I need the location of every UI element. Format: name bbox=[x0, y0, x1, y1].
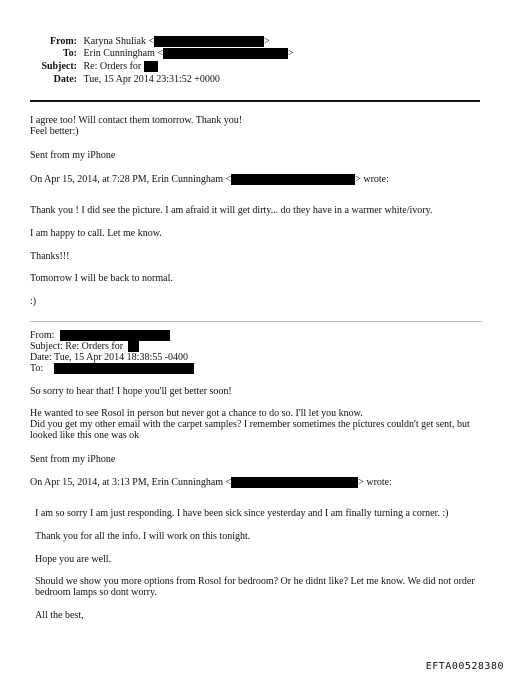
redaction-bar bbox=[128, 341, 139, 352]
header-divider bbox=[30, 100, 480, 102]
quote2-line2: Thank you for all the info. I will work on this tonight. bbox=[35, 531, 251, 542]
redaction-bar bbox=[60, 330, 170, 341]
msg2-line1: So sorry to hear that! I hope you'll get better soon! bbox=[30, 386, 232, 397]
header2-subject bbox=[30, 341, 139, 352]
header-subject bbox=[0, 61, 158, 72]
quote1-line3: Thanks!!! bbox=[30, 251, 70, 262]
quote-intro-close: > wrote: bbox=[355, 174, 389, 185]
header2-date: Date: Tue, 15 Apr 2014 18:38:55 -0400 bbox=[30, 352, 189, 363]
header-to bbox=[0, 48, 294, 59]
msg2-line2: He wanted to see Rosol in person but never got a chance to do so. I'll let you know. bbox=[30, 408, 363, 419]
msg1-sent: Sent from my iPhone bbox=[30, 150, 116, 161]
quote1-line2: I am happy to call. Let me know. bbox=[30, 228, 162, 239]
quote2-line3: Hope you are well. bbox=[35, 554, 112, 565]
quote2-line6: All the best, bbox=[35, 610, 84, 621]
header-date bbox=[0, 74, 220, 85]
quote-intro-close: > wrote: bbox=[358, 477, 392, 488]
redaction-bar bbox=[231, 174, 355, 185]
quote1-line4: Tomorrow I will be back to normal. bbox=[30, 273, 173, 284]
msg2-line4: looked like this one was ok bbox=[30, 430, 140, 441]
date-value: Tue, 15 Apr 2014 23:31:52 +0000 bbox=[83, 74, 220, 85]
msg2-quote-intro bbox=[30, 477, 392, 488]
msg1-line1: I agree too! Will contact them tomorrow. Thank you! bbox=[30, 115, 243, 126]
quote1-line5: :) bbox=[30, 296, 37, 307]
quote-divider bbox=[30, 321, 482, 322]
quote-intro-text: On Apr 15, 2014, at 7:28 PM, Erin Cunningham < bbox=[30, 174, 232, 185]
redaction-bar bbox=[163, 48, 288, 59]
msg2-line3: Did you get my other email with the carpet samples? I remember sometimes the pictures couldn't get sent, but bbox=[30, 419, 470, 430]
header-from bbox=[0, 36, 270, 47]
subject-value: Re: Orders for bbox=[83, 61, 142, 72]
from-value: Karyna Shuliak < bbox=[83, 36, 155, 47]
from-label: From: bbox=[49, 36, 77, 47]
quote2-line5: bedroom lamps so dont worry. bbox=[35, 587, 157, 598]
document-id: EFTA00528380 bbox=[425, 661, 504, 672]
redaction-bar bbox=[154, 36, 264, 47]
header2-to-label: To: bbox=[30, 363, 44, 374]
to-value: Erin Cunningham < bbox=[83, 48, 164, 59]
msg1-line2: Feel better:) bbox=[30, 126, 79, 137]
redaction-bar bbox=[231, 477, 358, 488]
redaction-bar bbox=[54, 363, 194, 374]
header2-to bbox=[30, 363, 194, 374]
quote2-line4: Should we show you more options from Rosol for bedroom? Or he didnt like? Let me know. We did not order bbox=[35, 576, 475, 587]
header2-from bbox=[30, 330, 170, 341]
to-label: To: bbox=[62, 48, 77, 59]
to-close: > bbox=[288, 48, 294, 59]
quote-intro-text: On Apr 15, 2014, at 3:13 PM, Erin Cunningham < bbox=[30, 477, 232, 488]
quote1-line1: Thank you ! I did see the picture. I am afraid it will get dirty... do they have in a warmer white/ivory. bbox=[30, 205, 433, 216]
msg2-sent: Sent from my iPhone bbox=[30, 454, 116, 465]
subject-label: Subject: bbox=[41, 61, 77, 72]
msg1-quote-intro bbox=[30, 174, 389, 185]
redaction-bar bbox=[144, 61, 158, 72]
quote2-line1: I am so sorry I am just responding. I have been sick since yesterday and I am finally turning a corner. :) bbox=[35, 508, 449, 519]
header2-from-label: From: bbox=[30, 330, 55, 341]
date-label: Date: bbox=[53, 74, 77, 85]
header2-subject-text: Subject: Re: Orders for bbox=[30, 341, 124, 352]
from-close: > bbox=[264, 36, 270, 47]
